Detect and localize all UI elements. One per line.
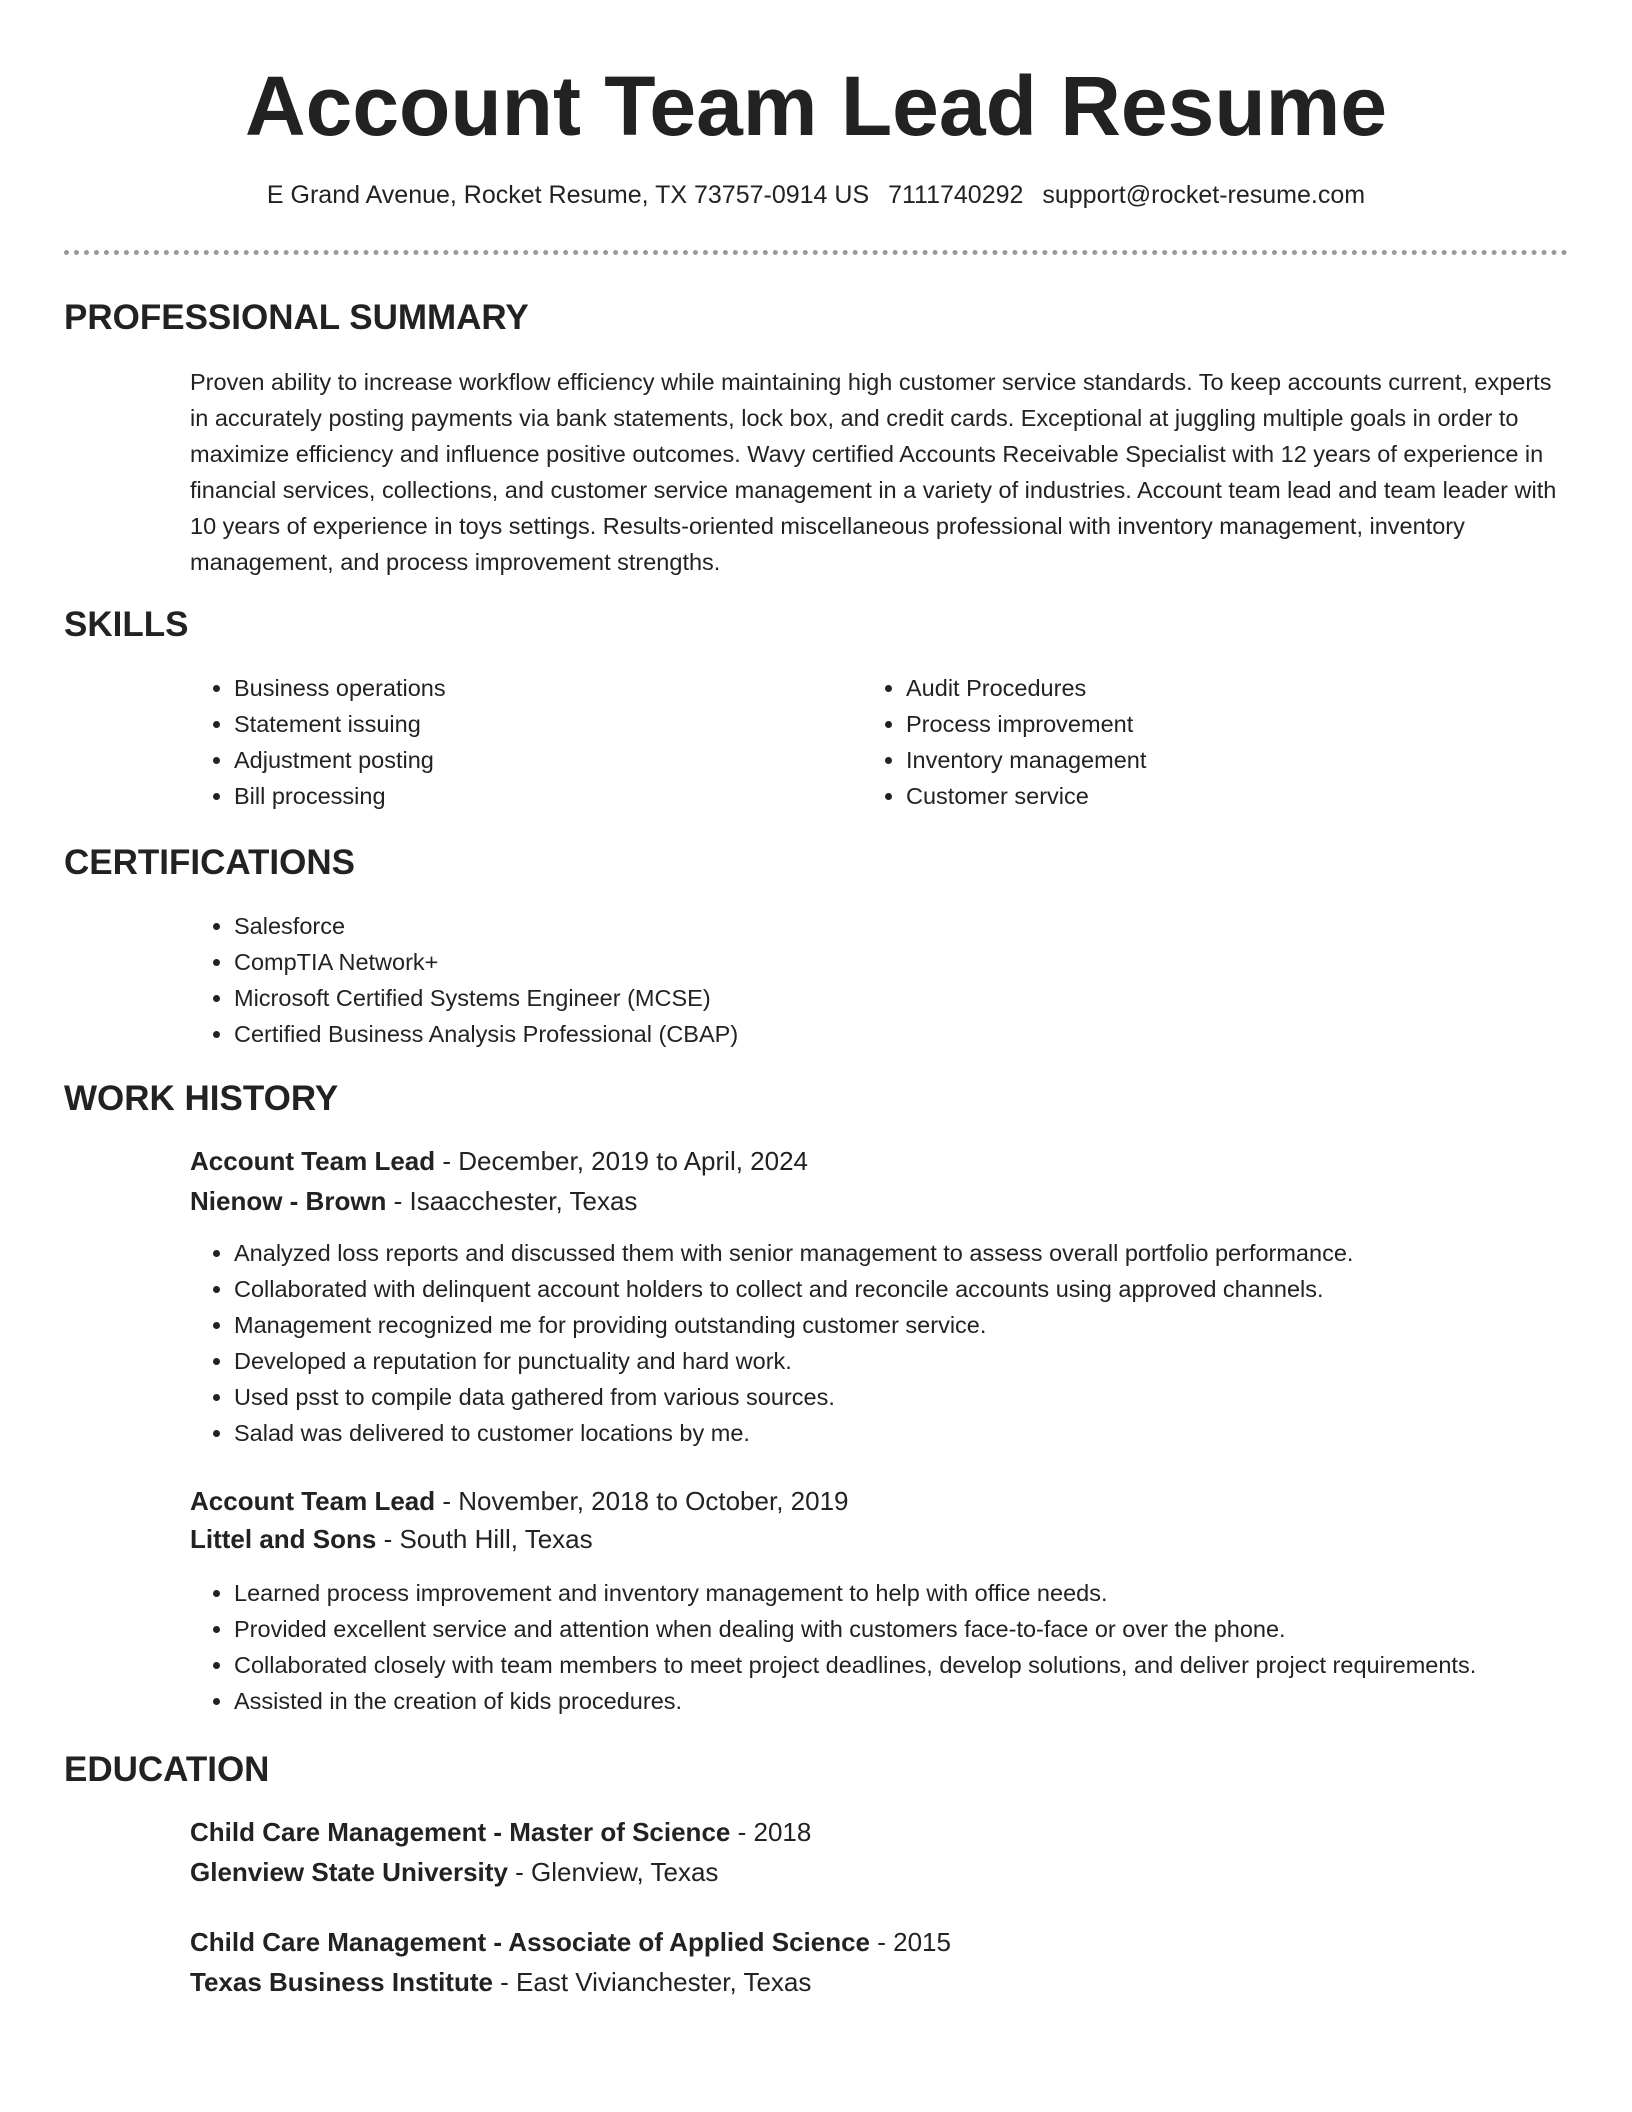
education-degree: Child Care Management - Associate of Applied Science (190, 1927, 871, 1957)
skills-list-right (862, 670, 1506, 814)
education-degree: Child Care Management - Master of Science (190, 1817, 731, 1847)
job-title: Account Team Lead (190, 1146, 436, 1176)
certification-item: • Salesforce (234, 908, 1534, 944)
education-school: Glenview State University (190, 1857, 508, 1887)
job-company-line (190, 1521, 593, 1557)
job-bullet: • Analyzed loss reports and discussed them with senior management to assess overall portfolio performance. (234, 1235, 1632, 1271)
skill-item: • Customer service (906, 778, 1506, 814)
contact-address: E Grand Avenue, Rocket Resume, TX 73757-0914 US (266, 181, 870, 209)
job-bullet: • Collaborated closely with team members to meet project deadlines, develop solutions, and deliver project requirements. (234, 1647, 1632, 1683)
skill-item: • Business operations (234, 670, 834, 706)
header-divider (64, 250, 1568, 255)
education-year: - 2015 (870, 1927, 951, 1957)
certifications-list (190, 908, 1534, 1052)
education-school-line (190, 1854, 718, 1890)
job-bullet: • Salad was delivered to customer locations by me. (234, 1415, 1632, 1451)
contact-phone: 7111740292 (888, 181, 1024, 209)
job-bullet: • Management recognized me for providing outstanding customer service. (234, 1307, 1632, 1343)
skill-item: • Statement issuing (234, 706, 834, 742)
work-history-heading: WORK HISTORY (64, 1079, 339, 1118)
job-bullet: • Assisted in the creation of kids procedures. (234, 1683, 1632, 1719)
education-location: - East Vivianchester, Texas (492, 1967, 812, 1997)
education-location: - Glenview, Texas (507, 1857, 719, 1887)
skill-item: • Process improvement (906, 706, 1506, 742)
certification-item: • CompTIA Network+ (234, 944, 1534, 980)
summary-heading: PROFESSIONAL SUMMARY (64, 298, 529, 337)
summary-text: Proven ability to increase workflow efficiency while maintaining high customer service standards. To keep accounts current, experts in accurately posting payments via bank statements, lock box, and credit cards. Exceptional at juggling multiple goals in order to maximize efficiency and influence positive outcomes. Wavy certified Accounts Receivable Specialist with 12 years of experience in financial services, collections, and customer service management in a variety of industries. Account team lead and team leader with 10 years of experience in toys settings. Results-oriented miscellaneous professional with inventory management, inventory management, and process improvement strengths. (190, 369, 1557, 575)
skill-item: • Inventory management (906, 742, 1506, 778)
education-heading: EDUCATION (64, 1750, 270, 1789)
certification-item: • Certified Business Analysis Professional (CBAP) (234, 1016, 1534, 1052)
contact-email: support@rocket-resume.com (1042, 181, 1366, 209)
job-title-line (190, 1483, 848, 1519)
education-degree-line (190, 1924, 951, 1960)
education-degree-line (190, 1814, 811, 1850)
job-bullets (190, 1235, 1632, 1451)
job-title-line (190, 1143, 808, 1179)
certifications-heading: CERTIFICATIONS (64, 843, 356, 882)
skill-item: • Adjustment posting (234, 742, 834, 778)
job-dates: - November, 2018 to October, 2019 (435, 1486, 849, 1516)
contact-line (0, 178, 1632, 212)
job-bullet: • Used psst to compile data gathered from various sources. (234, 1379, 1632, 1415)
job-company: Littel and Sons (190, 1524, 377, 1554)
job-location: - Isaacchester, Texas (386, 1186, 638, 1216)
job-bullet: • Developed a reputation for punctuality and hard work. (234, 1343, 1632, 1379)
job-company-line (190, 1183, 637, 1219)
job-company: Nienow - Brown (190, 1186, 387, 1216)
job-dates: - December, 2019 to April, 2024 (435, 1146, 809, 1176)
education-school-line (190, 1964, 811, 2000)
job-location: - South Hill, Texas (376, 1524, 593, 1554)
skill-item: • Bill processing (234, 778, 834, 814)
education-year: - 2018 (730, 1817, 812, 1847)
job-bullet: • Provided excellent service and attention when dealing with customers face-to-face or over the phone. (234, 1611, 1632, 1647)
job-bullet: • Learned process improvement and inventory management to help with office needs. (234, 1575, 1632, 1611)
certification-item: • Microsoft Certified Systems Engineer (MCSE) (234, 980, 1534, 1016)
education-school: Texas Business Institute (190, 1967, 493, 1997)
skills-list-left (190, 670, 834, 814)
skills-heading: SKILLS (64, 605, 189, 644)
resume-title: Account Team Lead Resume (244, 59, 1388, 153)
job-title: Account Team Lead (190, 1486, 436, 1516)
job-bullet: • Collaborated with delinquent account holders to collect and reconcile accounts using approved channels. (234, 1271, 1632, 1307)
job-bullets (190, 1575, 1632, 1719)
skill-item: • Audit Procedures (906, 670, 1506, 706)
